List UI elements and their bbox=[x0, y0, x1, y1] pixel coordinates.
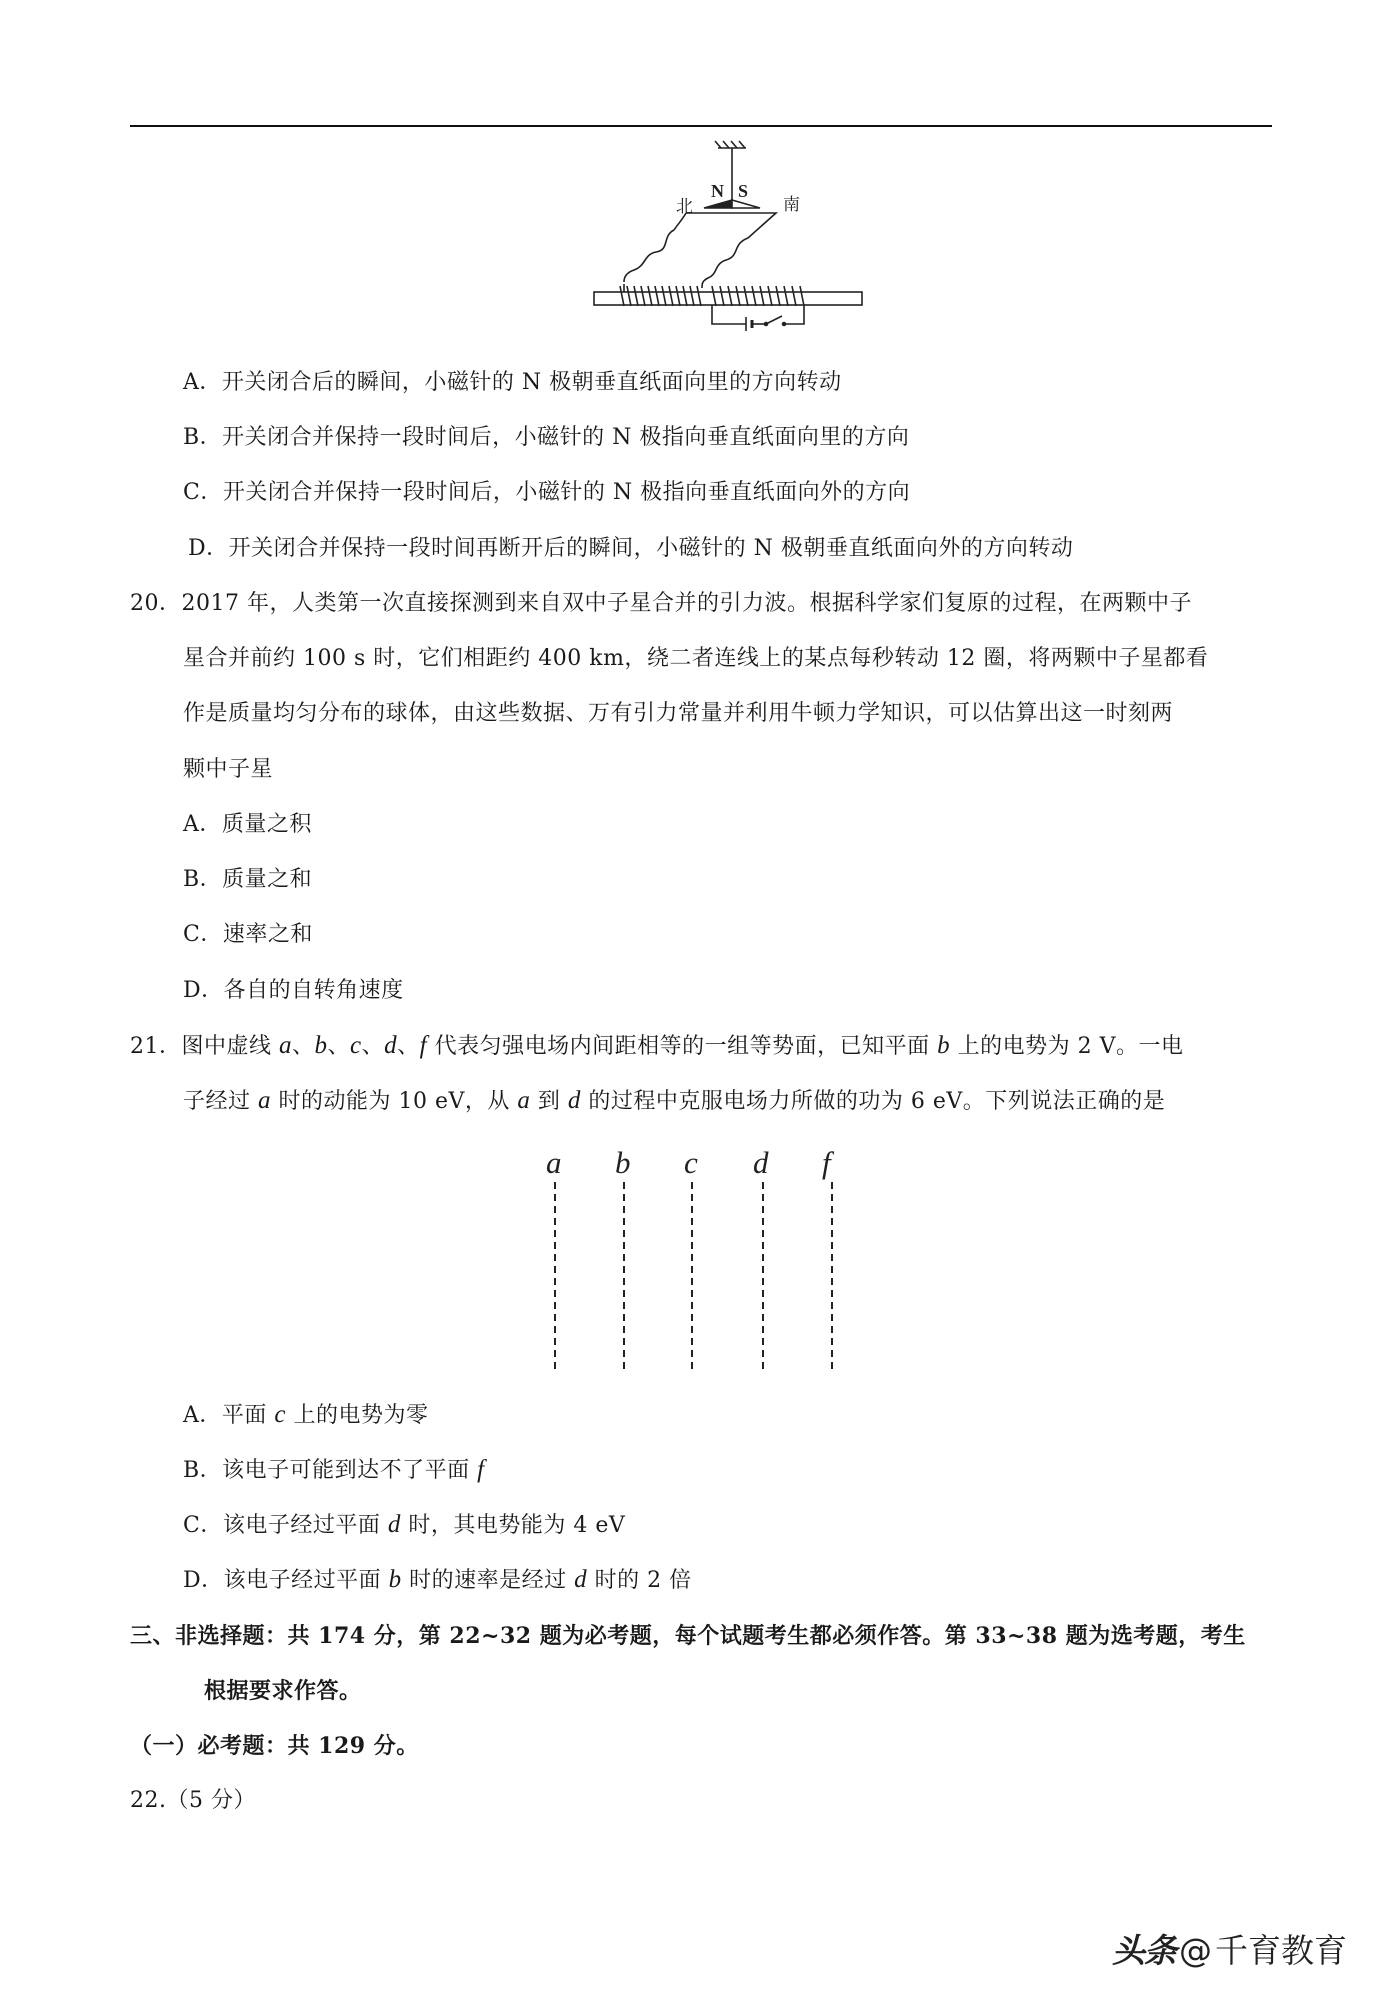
section3-subheading: （一）必考题：共 129 分。 bbox=[130, 1733, 419, 1759]
equipotential-planes-figure bbox=[520, 1140, 840, 1380]
watermark-platform: 头条 bbox=[1112, 1931, 1176, 1970]
q21-option-d: D．该电子经过平面 b 时的速率是经过 d 时的 2 倍 bbox=[183, 1566, 692, 1593]
needle-s-label: S bbox=[738, 181, 749, 201]
q20-line-3: 作是质量均匀分布的球体，由这些数据、万有引力常量并利用牛顿力学知识，可以估算出这一时刻两 bbox=[183, 701, 1174, 726]
q19-option-d: D．开关闭合并保持一段时间再断开后的瞬间，小磁针的 N 极朝垂直纸面向外的方向转动 bbox=[188, 536, 1074, 561]
q21-option-a: A．平面 c 上的电势为零 bbox=[183, 1401, 429, 1428]
watermark-account: 千育教育 bbox=[1215, 1931, 1347, 1970]
q20-line-4: 颗中子星 bbox=[183, 757, 274, 782]
q21-option-b: B．该电子可能到达不了平面 f bbox=[183, 1456, 485, 1483]
q19-option-a: A．开关闭合后的瞬间，小磁针的 N 极朝垂直纸面向里的方向转动 bbox=[183, 370, 842, 395]
q21-number: 21． bbox=[130, 1034, 182, 1059]
q20-option-d: D．各自的自转角速度 bbox=[183, 978, 404, 1003]
header-rule bbox=[130, 125, 1272, 127]
north-label: 北 bbox=[676, 197, 693, 217]
plane-c-label: c bbox=[684, 1145, 698, 1180]
q19-option-b: B．开关闭合并保持一段时间后，小磁针的 N 极指向垂直纸面向里的方向 bbox=[183, 425, 910, 450]
section3-heading-line-1: 三、非选择题：共 174 分，第 22~32 题为必考题，每个试题考生都必须作答。第 33~38 题为选考题，考生 bbox=[130, 1623, 1246, 1649]
q22-heading: 22.（5 分） bbox=[130, 1788, 256, 1813]
needle-n-label: N bbox=[711, 181, 724, 201]
watermark-at: @ bbox=[1179, 1931, 1212, 1970]
q20-option-a: A．质量之积 bbox=[183, 812, 312, 837]
q20-line-1: 20．2017 年，人类第一次直接探测到来自双中子星合并的引力波。根据科学家们复原的过程，在两颗中子 bbox=[130, 591, 1192, 616]
plane-d-label: d bbox=[753, 1145, 769, 1180]
plane-a-label: a bbox=[546, 1145, 562, 1180]
plane-b-label: b bbox=[615, 1145, 631, 1180]
south-label: 南 bbox=[783, 195, 800, 215]
watermark bbox=[1112, 1925, 1347, 1972]
q20-option-b: B．质量之和 bbox=[183, 867, 313, 892]
q21-line-1: 21．图中虚线 a、b、c、d、f 代表匀强电场内间距相等的一组等势面，已知平面 b 上的电势为 2 V。一电 bbox=[130, 1032, 1184, 1059]
magnet-coil-figure bbox=[590, 140, 870, 315]
q20-line-2: 星合并前约 100 s 时，它们相距约 400 km，绕二者连线上的某点每秒转动 12 圈，将两颗中子星都看 bbox=[183, 646, 1209, 671]
q20-number: 20． bbox=[130, 591, 182, 616]
q20-option-c: C．速率之和 bbox=[183, 922, 313, 947]
q21-option-c: C．该电子经过平面 d 时，其电势能为 4 eV bbox=[183, 1511, 626, 1538]
plane-f-label: f bbox=[822, 1145, 831, 1180]
section3-heading-line-2: 根据要求作答。 bbox=[204, 1678, 362, 1704]
q19-option-c: C．开关闭合并保持一段时间后，小磁针的 N 极指向垂直纸面向外的方向 bbox=[183, 480, 911, 505]
q21-line-2: 子经过 a 时的动能为 10 eV，从 a 到 d 的过程中克服电场力所做的功为 6 eV。下列说法正确的是 bbox=[183, 1087, 1166, 1114]
